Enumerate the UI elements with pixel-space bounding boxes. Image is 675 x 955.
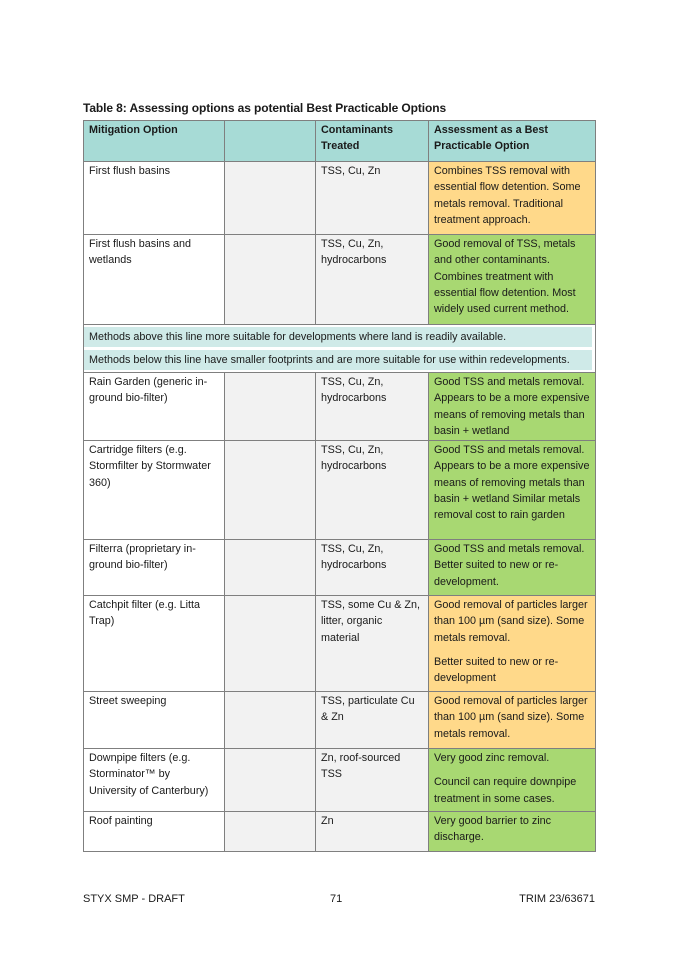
assessment-text: Good TSS and metals removal. Appears to be a more expensive means of removing metals than basin + wetland Similar metals removal cost to rain garden — [434, 444, 590, 522]
cell-assessment — [429, 373, 596, 441]
cell-contaminants: TSS, Cu, Zn, hydrocarbons — [316, 540, 429, 596]
assessment-text: Good removal of TSS, metals and other contaminants. Combines treatment with essential flow detention. Most widely used current method. — [434, 238, 576, 316]
cell-mitigation-option: Downpipe filters (e.g. Storminator™ by University of Canterbury) — [84, 749, 225, 812]
cell-assessment — [429, 812, 596, 852]
cell-assessment — [429, 540, 596, 596]
header-mitigation-option: Mitigation Option — [84, 121, 225, 162]
cell-assessment — [429, 235, 596, 325]
cell-contaminants: Zn, roof-sourced TSS — [316, 749, 429, 812]
rows-redevelopment — [84, 373, 596, 852]
header-contaminants: Contaminants Treated — [316, 121, 429, 162]
cell-blank — [225, 162, 316, 235]
divider-note-below: Methods below this line have smaller footprints and are more suitable for use within redevelopments. — [84, 350, 592, 370]
cell-assessment — [429, 692, 596, 749]
cell-assessment — [429, 749, 596, 812]
table-row — [84, 596, 596, 692]
table-row — [84, 441, 596, 540]
bpo-table — [83, 120, 596, 852]
cell-mitigation-option: Filterra (proprietary in-ground bio-filter) — [84, 540, 225, 596]
table-header-row — [84, 121, 596, 162]
cell-assessment — [429, 596, 596, 692]
table-row — [84, 692, 596, 749]
assessment-text: Very good barrier to zinc discharge. — [434, 815, 552, 844]
rows-land-available — [84, 162, 596, 325]
cell-blank — [225, 235, 316, 325]
assessment-text: Good TSS and metals removal. Better suited to new or re-development. — [434, 543, 585, 588]
cell-contaminants: Zn — [316, 812, 429, 852]
assessment-text-secondary: Better suited to new or re-development — [434, 656, 559, 685]
table-row — [84, 749, 596, 812]
cell-mitigation-option: Cartridge filters (e.g. Stormfilter by Stormwater 360) — [84, 441, 225, 540]
cell-mitigation-option: First flush basins and wetlands — [84, 235, 225, 325]
assessment-text: Very good zinc removal. — [434, 752, 550, 765]
assessment-text-secondary: Council can require downpipe treatment in some cases. — [434, 776, 577, 805]
cell-blank — [225, 692, 316, 749]
assessment-text: Good removal of particles larger than 100 µm (sand size). Some metals removal. — [434, 599, 588, 644]
cell-contaminants: TSS, some Cu & Zn, litter, organic material — [316, 596, 429, 692]
table-row — [84, 812, 596, 852]
assessment-text: Good removal of particles larger than 100 µm (sand size). Some metals removal. — [434, 695, 588, 740]
cell-mitigation-option: Roof painting — [84, 812, 225, 852]
assessment-text: Good TSS and metals removal. Appears to be a more expensive means of removing metals than basin + wetland — [434, 376, 590, 437]
cell-assessment — [429, 162, 596, 235]
divider-note-above: Methods above this line more suitable for developments where land is readily available. — [84, 327, 592, 347]
table-row — [84, 162, 596, 235]
cell-blank — [225, 596, 316, 692]
footer-trim-ref: TRIM 23/63671 — [519, 893, 595, 905]
divider-row — [84, 325, 596, 373]
footer-page-number: 71 — [330, 893, 343, 905]
cell-blank — [225, 373, 316, 441]
cell-contaminants: TSS, Cu, Zn, hydrocarbons — [316, 441, 429, 540]
header-blank — [225, 121, 316, 162]
cell-mitigation-option: Catchpit filter (e.g. Litta Trap) — [84, 596, 225, 692]
table-caption: Table 8: Assessing options as potential Best Practicable Options — [83, 101, 447, 115]
cell-contaminants: TSS, Cu, Zn, hydrocarbons — [316, 235, 429, 325]
table-row — [84, 540, 596, 596]
cell-mitigation-option: Street sweeping — [84, 692, 225, 749]
cell-mitigation-option: First flush basins — [84, 162, 225, 235]
cell-assessment — [429, 441, 596, 540]
cell-contaminants: TSS, Cu, Zn — [316, 162, 429, 235]
cell-mitigation-option: Rain Garden (generic in-ground bio-filter) — [84, 373, 225, 441]
divider-cell — [84, 325, 596, 373]
header-assessment: Assessment as a Best Practicable Option — [429, 121, 596, 162]
table-row — [84, 373, 596, 441]
table-row — [84, 235, 596, 325]
assessment-text: Combines TSS removal with essential flow detention. Some metals removal. Traditional treatment approach. — [434, 165, 581, 226]
cell-blank — [225, 540, 316, 596]
cell-blank — [225, 812, 316, 852]
footer-doc-title: STYX SMP - DRAFT — [83, 893, 185, 905]
cell-blank — [225, 441, 316, 540]
cell-contaminants: TSS, Cu, Zn, hydrocarbons — [316, 373, 429, 441]
cell-blank — [225, 749, 316, 812]
cell-contaminants: TSS, particulate Cu & Zn — [316, 692, 429, 749]
